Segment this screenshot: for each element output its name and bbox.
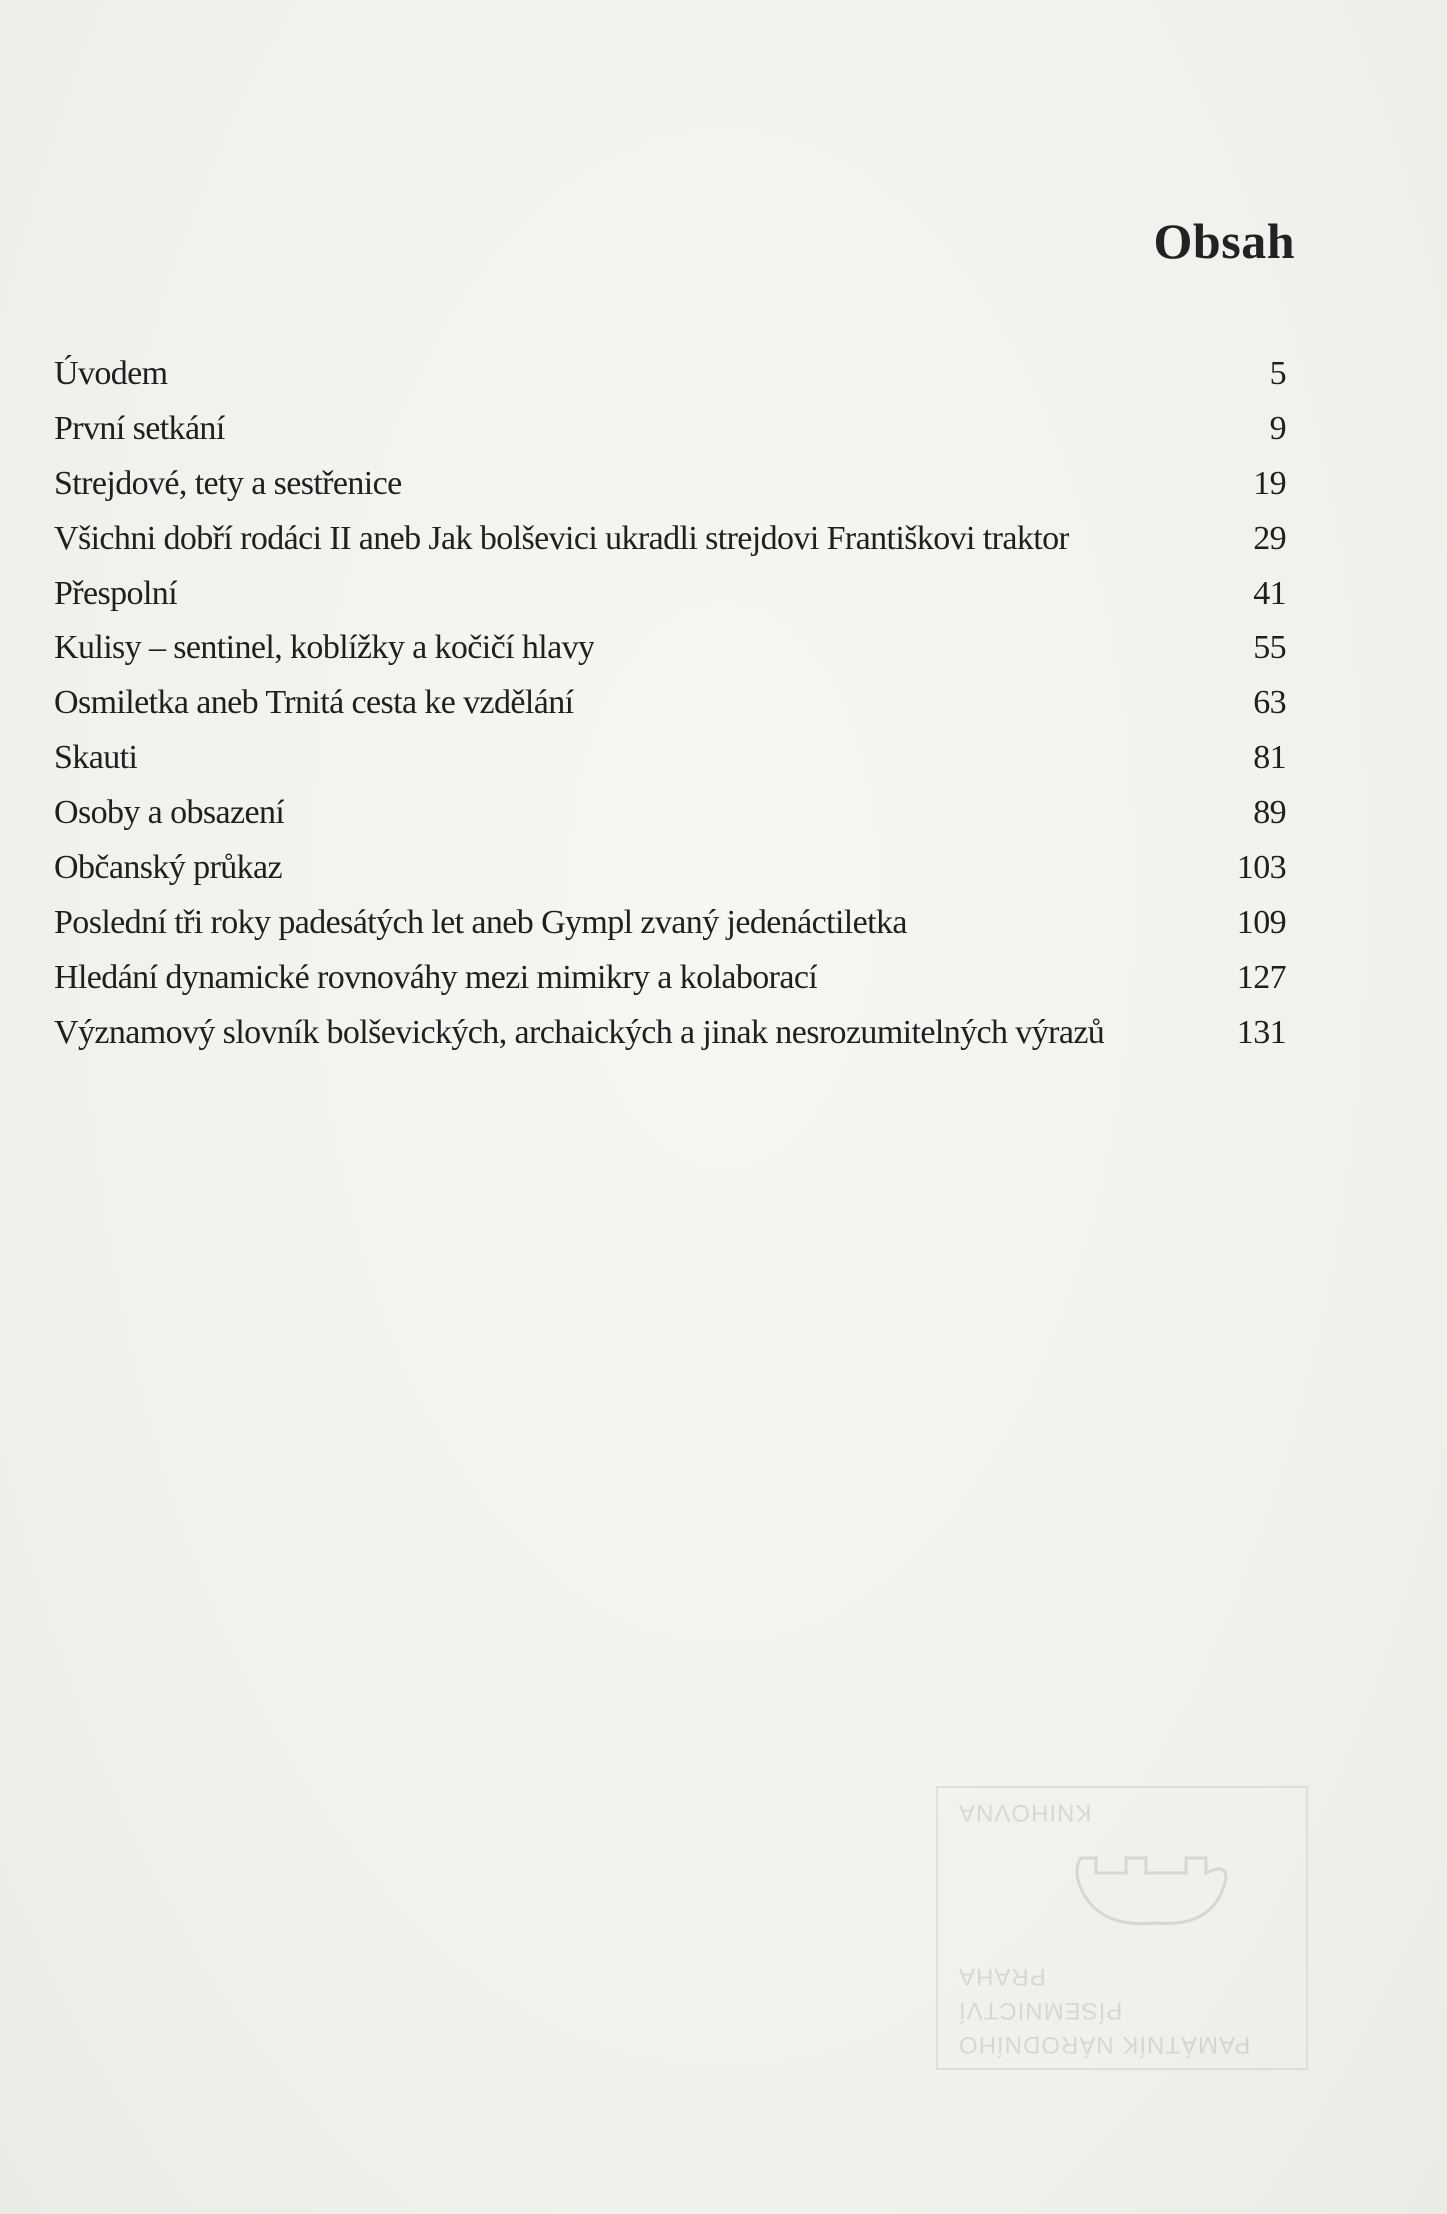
toc-entry-title: Osmiletka aneb Trnitá cesta ke vzdělání (54, 684, 574, 722)
toc-entry (54, 684, 1286, 739)
toc-entry (54, 849, 1286, 904)
toc-entry-page: 9 (1269, 409, 1286, 447)
toc-entry-title: Všichni dobří rodáci II aneb Jak bolševici ukradli strejdovi Františkovi traktor (54, 519, 1070, 557)
toc-entry (54, 410, 1286, 465)
toc-entry-title: Skauti (54, 739, 138, 777)
toc-entry-title: Hledání dynamické rovnováhy mezi mimikry a kolaborací (54, 958, 818, 996)
page-title: Obsah (1153, 212, 1295, 269)
toc-entry (54, 739, 1286, 794)
table-of-contents (54, 355, 1286, 1069)
toc-entry (54, 904, 1286, 959)
toc-entry-page: 19 (1253, 464, 1286, 502)
stamp-text: PAMÁTNÍK NÁRODNÍHO (958, 2031, 1251, 2058)
toc-entry-page: 41 (1253, 574, 1286, 612)
stamp-text: PRAHA (958, 1963, 1046, 1990)
toc-entry-page: 89 (1253, 794, 1286, 832)
elephant-icon (1046, 1838, 1246, 1958)
toc-entry (54, 355, 1286, 410)
toc-entry-page: 5 (1269, 355, 1286, 392)
toc-entry-title: Úvodem (54, 355, 168, 392)
toc-entry-title: Strejdové, tety a sestřenice (54, 464, 402, 502)
toc-entry-title: Kulisy – sentinel, koblížky a kočičí hlavy (54, 629, 595, 667)
library-stamp (936, 1786, 1308, 2070)
toc-entry (54, 1014, 1286, 1069)
toc-entry-page: 29 (1253, 519, 1286, 557)
toc-entry (54, 959, 1286, 1014)
toc-entry-title: Poslední tři roky padesátých let aneb Gympl zvaný jedenáctiletka (54, 903, 907, 941)
toc-entry-title: Významový slovník bolševických, archaických a jinak nesrozumitelných výrazů (54, 1013, 1105, 1051)
toc-entry-title: Osoby a obsazení (54, 794, 285, 832)
toc-entry-title: První setkání (54, 409, 225, 447)
toc-entry (54, 575, 1286, 630)
toc-entry (54, 794, 1286, 849)
toc-entry (54, 520, 1286, 575)
toc-entry-title: Občanský průkaz (54, 849, 282, 887)
toc-entry-page: 109 (1236, 903, 1286, 941)
toc-entry (54, 629, 1286, 684)
toc-entry-page: 81 (1253, 739, 1286, 777)
toc-entry-page: 103 (1236, 849, 1286, 887)
toc-entry (54, 465, 1286, 520)
toc-entry-title: Přespolní (54, 574, 178, 612)
stamp-text: PÍSEMNICTVÍ (958, 1997, 1123, 2024)
stamp-text: KNIHOVNA (958, 1799, 1092, 1826)
toc-entry-page: 127 (1236, 958, 1286, 996)
toc-entry-page: 131 (1236, 1013, 1286, 1051)
toc-entry-page: 63 (1253, 684, 1286, 722)
toc-entry-page: 55 (1253, 629, 1286, 667)
